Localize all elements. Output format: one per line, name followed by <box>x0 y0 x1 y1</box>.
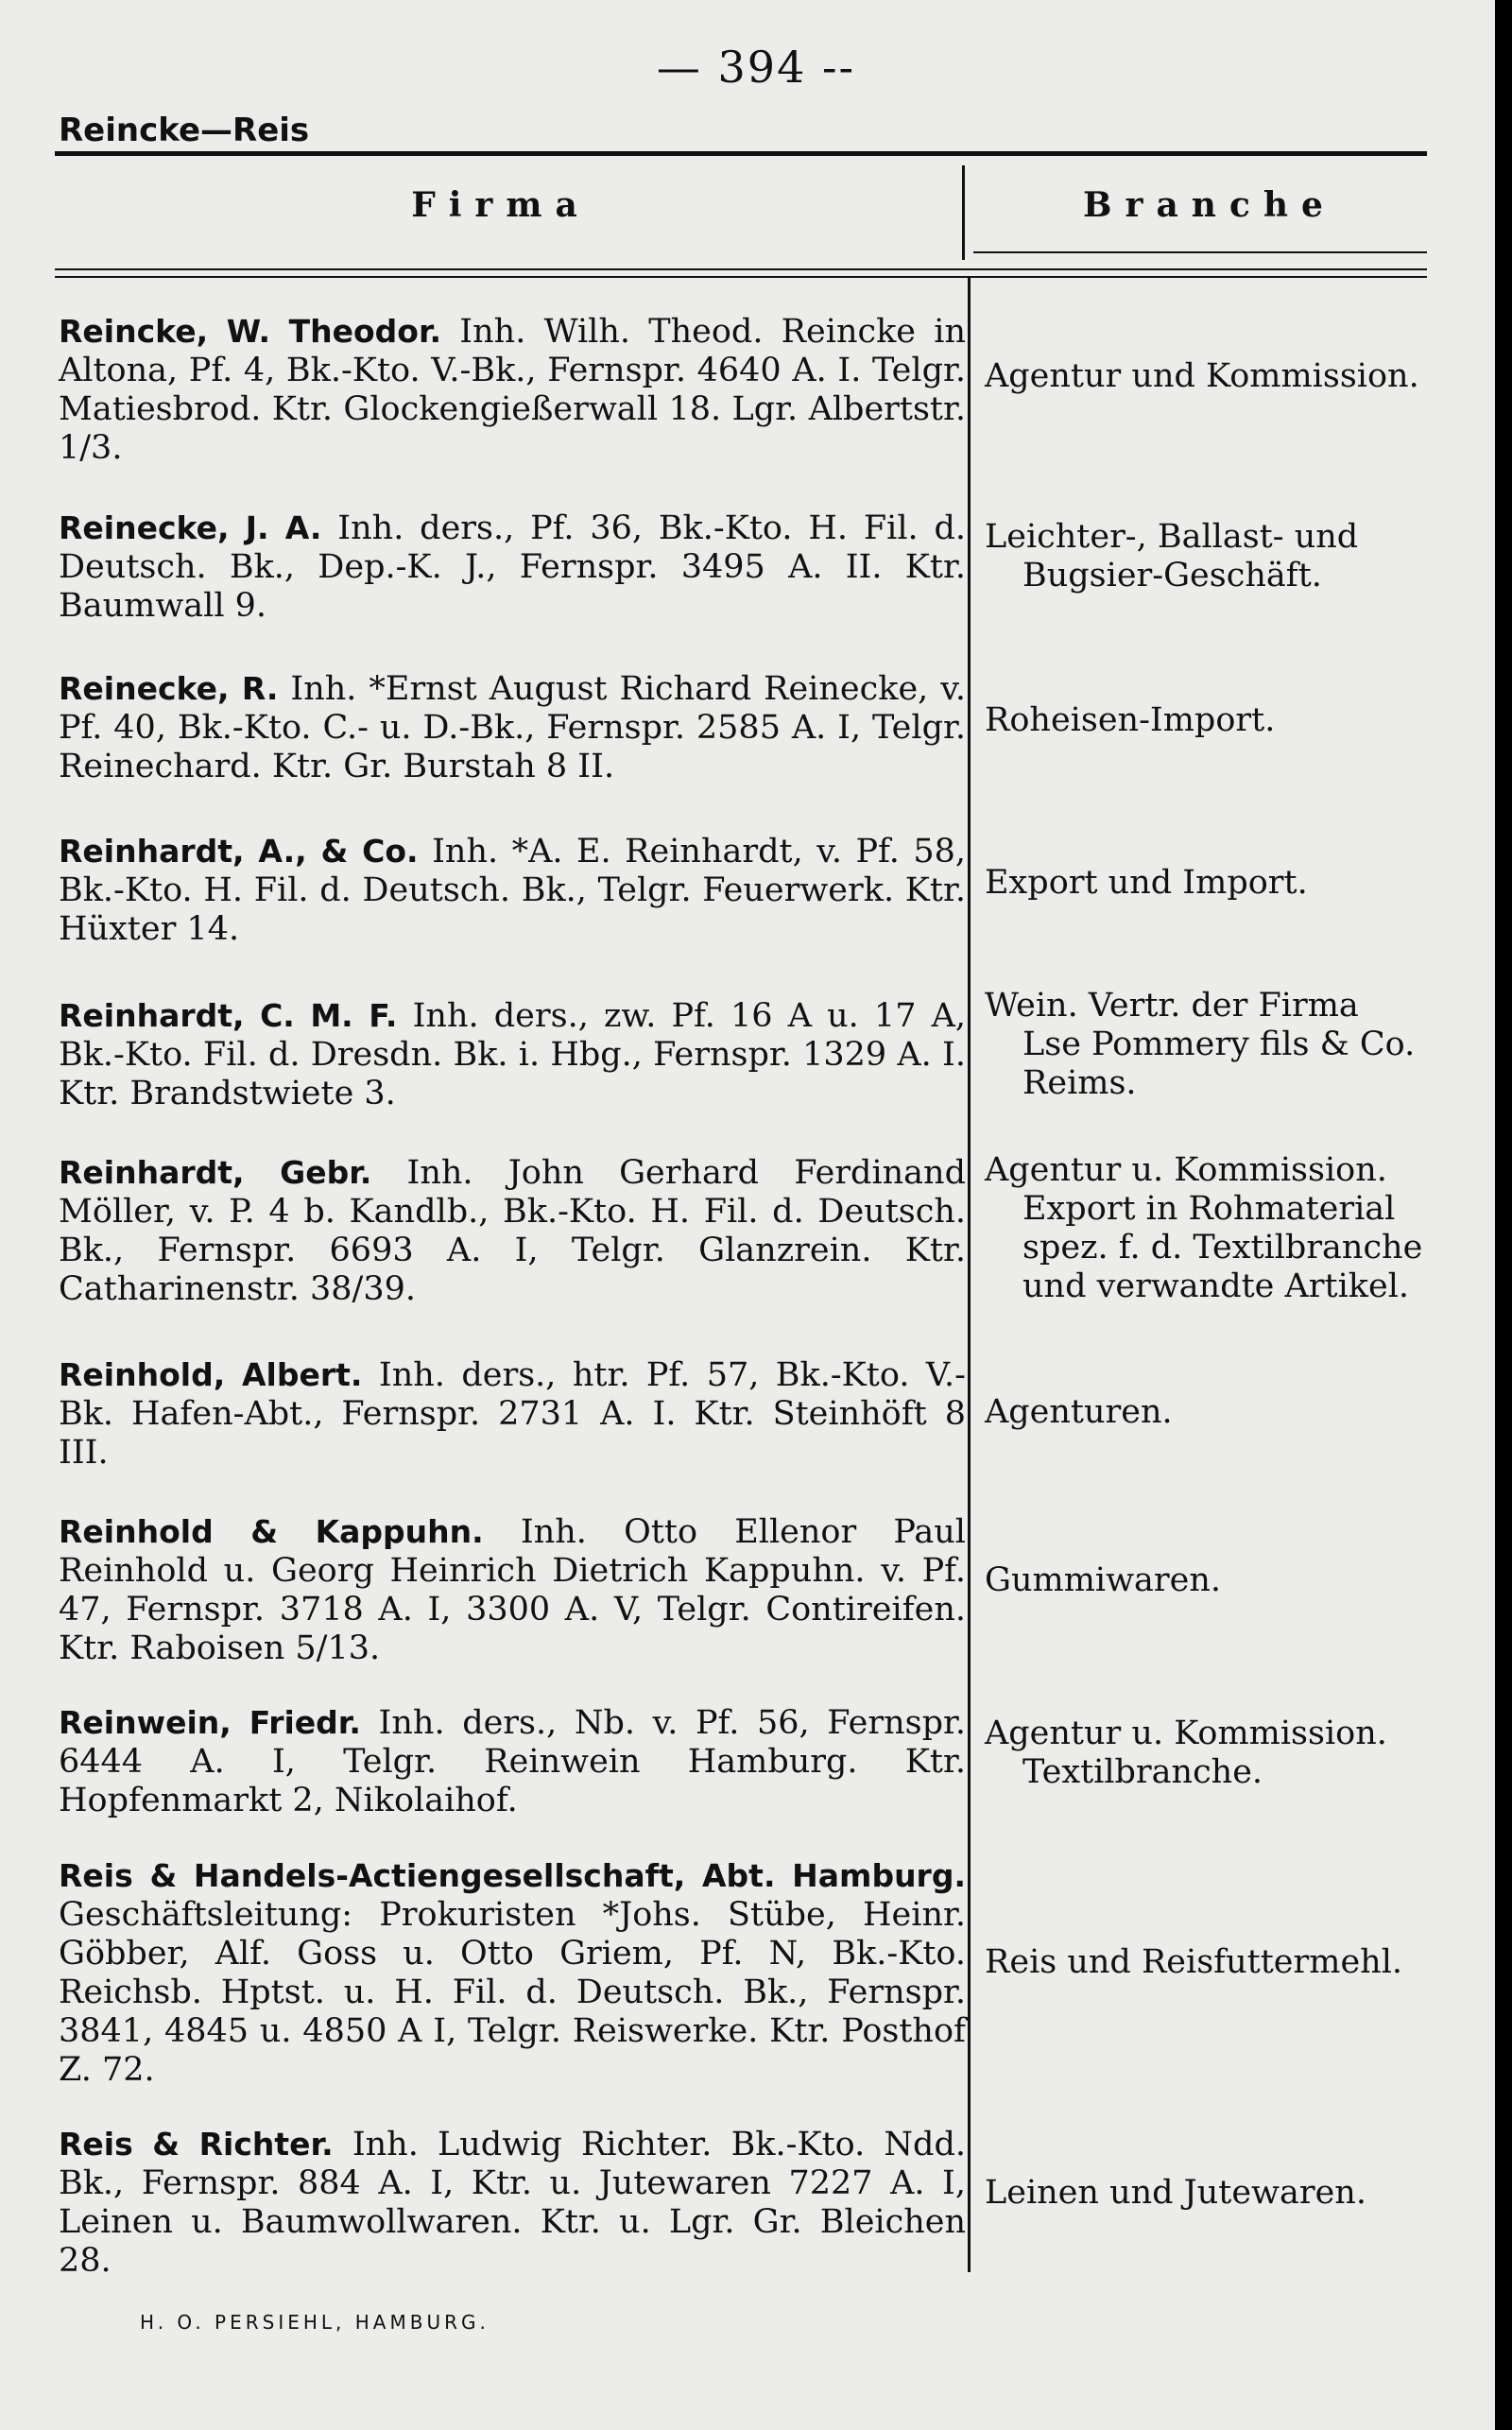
header-bottom-rule-3 <box>55 276 1427 278</box>
branch-line: Export in Rohmaterial <box>1022 1190 1396 1228</box>
firm-name: Reinhold & Kappuhn. <box>59 1513 484 1550</box>
branch-line: spez. f. d. Textilbranche <box>1022 1229 1423 1267</box>
header-top-rule <box>55 151 1427 156</box>
branch-entry <box>985 1561 1457 1600</box>
firm-entry <box>59 312 966 468</box>
branch-line: Agenturen. <box>985 1393 1173 1431</box>
firm-details: Inh. John Gerhard Ferdinand Möller, v. P. 4 b. Kandlb., Bk.-Kto. H. Fil. d. Deutsch. Bk., Fernspr. 6693 A. I, Telgr. Glanzrein. Ktr. Catharinenstr. 38/39. <box>59 1154 966 1308</box>
branch-line: Roheisen-Import. <box>985 701 1276 739</box>
header-bottom-rule-1 <box>973 251 1427 253</box>
firm-details: Inh. Otto Ellenor Paul Reinhold u. Georg Heinrich Dietrich Kappuhn. v. Pf. 47, Fernspr. 3718 A. I, 3300 A. V, Telgr. Contireifen. Ktr. Raboisen 5/13. <box>59 1513 966 1667</box>
header-column-divider <box>962 165 965 260</box>
branch-line: Bugsier-Geschäft. <box>1022 557 1322 595</box>
firm-details: Inh. ders., zw. Pf. 16 A u. 17 A, Bk.-Kto. Fil. d. Dresdn. Bk. i. Hbg., Fernspr. 1329 A. I. Ktr. Brandstwiete 3. <box>59 997 966 1112</box>
firm-name: Reinhardt, Gebr. <box>59 1154 372 1191</box>
running-head: Reincke—Reis <box>59 112 310 149</box>
branch-entry <box>985 1943 1457 1982</box>
firm-entry <box>59 1856 966 2090</box>
firm-details: Inh. ders., htr. Pf. 57, Bk.-Kto. V.-Bk. Hafen-Abt., Fernspr. 2731 A. I. Ktr. Steinhöft 8 III. <box>59 1356 966 1472</box>
firm-entry <box>59 1512 966 1668</box>
page-number: — 394 -- <box>656 42 856 93</box>
branch-entry <box>985 987 1457 1103</box>
branch-entry <box>985 1715 1457 1792</box>
column-header-firma: Firma <box>411 185 591 225</box>
branch-entry <box>985 357 1457 396</box>
firm-entry <box>59 669 966 786</box>
firm-name: Reinecke, J. A. <box>59 509 322 546</box>
branch-line: und verwandte Artikel. <box>1022 1267 1410 1305</box>
body-column-divider <box>968 278 971 2272</box>
branch-line: Agentur u. Kommission. <box>985 1715 1387 1752</box>
firm-entry <box>59 508 966 626</box>
firm-details: Inh. Ludwig Richter. Bk.-Kto. Ndd. Bk., Fernspr. 884 A. I, Ktr. u. Jutewaren 7227 A. I, Leinen u. Baumwollwaren. Ktr. u. Lgr. Gr. Bleichen 28. <box>59 2126 966 2280</box>
header-bottom-rule-2 <box>55 268 1427 270</box>
branch-entry <box>985 1393 1457 1432</box>
firm-name: Reinhardt, A., & Co. <box>59 833 419 870</box>
firm-name: Reis & Handels-Actiengesellschaft, Abt. Hamburg. <box>59 1857 966 1894</box>
branch-line: Gummiwaren. <box>985 1561 1222 1599</box>
branch-line: Leinen und Jutewaren. <box>985 2174 1366 2212</box>
printer-imprint: H. O. PERSIEHL, HAMBURG. <box>140 2311 490 2334</box>
branch-line: Lse Pommery fils & Co. <box>1022 1025 1416 1063</box>
firm-name: Reinecke, R. <box>59 670 279 707</box>
branch-entry <box>985 518 1457 595</box>
column-header-branche: Branche <box>1083 185 1336 225</box>
branch-entry <box>985 864 1457 903</box>
branch-line: Textilbranche. <box>1022 1753 1263 1791</box>
firm-entry <box>59 2125 966 2281</box>
branch-line: Export und Import. <box>985 864 1308 902</box>
firm-entry <box>59 1355 966 1473</box>
firm-entry <box>59 1703 966 1820</box>
firm-name: Reis & Richter. <box>59 2126 334 2163</box>
firm-name: Reinwein, Friedr. <box>59 1704 361 1741</box>
branch-line: Leichter-, Ballast- und <box>985 518 1359 556</box>
firm-details: Inh. Wilh. Theod. Reincke in Altona, Pf. 4, Bk.-Kto. V.-Bk., Fernspr. 4640 A. I. Telgr. Matiesbrod. Ktr. Glockengießerwall 18. Lgr. Albertstr. 1/3. <box>59 313 966 467</box>
branch-line: Reis und Reisfuttermehl. <box>985 1943 1403 1981</box>
branch-entry <box>985 2174 1457 2213</box>
firm-name: Reincke, W. Theodor. <box>59 313 442 350</box>
firm-entry <box>59 1153 966 1309</box>
firm-entry <box>59 832 966 949</box>
firm-details: Inh. *Ernst August Richard Reinecke, v. Pf. 40, Bk.-Kto. C.- u. D.-Bk., Fernspr. 2585 A. I, Telgr. Reinechard. Ktr. Gr. Burstah 8 II. <box>59 670 966 785</box>
branch-line: Reims. <box>1022 1064 1137 1102</box>
firm-details: Geschäftsleitung: Prokuristen *Johs. Stübe, Heinr. Göbber, Alf. Goss u. Otto Griem, Pf. N, Bk.-Kto. Reichsb. Hptst. u. H. Fil. d. Deutsch. Bk., Fernspr. 3841, 4845 u. 4850 A I, Telgr. Reiswerke. Ktr. Posthof Z. 72. <box>59 1896 966 2089</box>
firm-details: Inh. ders., Nb. v. Pf. 56, Fernspr. 6444 A. I, Telgr. Reinwein Hamburg. Ktr. Hopfenmarkt 2, Nikolaihof. <box>59 1704 967 1819</box>
branch-entry <box>985 1151 1457 1306</box>
firm-entry <box>59 996 966 1113</box>
scan-edge <box>1495 0 1512 2430</box>
branch-line: Agentur u. Kommission. <box>985 1151 1387 1189</box>
firm-details: Inh. *A. E. Reinhardt, v. Pf. 58, Bk.-Kto. H. Fil. d. Deutsch. Bk., Telgr. Feuerwerk. Ktr. Hüxter 14. <box>59 833 966 948</box>
branch-line: Wein. Vertr. der Firma <box>985 987 1359 1025</box>
branch-entry <box>985 701 1457 740</box>
firm-name: Reinhardt, C. M. F. <box>59 997 398 1034</box>
firm-name: Reinhold, Albert. <box>59 1356 363 1393</box>
firm-details: Inh. ders., Pf. 36, Bk.-Kto. H. Fil. d. Deutsch. Bk., Dep.-K. J., Fernspr. 3495 A. II. Ktr. Baumwall 9. <box>59 509 967 625</box>
branch-line: Agentur und Kommission. <box>985 357 1419 395</box>
